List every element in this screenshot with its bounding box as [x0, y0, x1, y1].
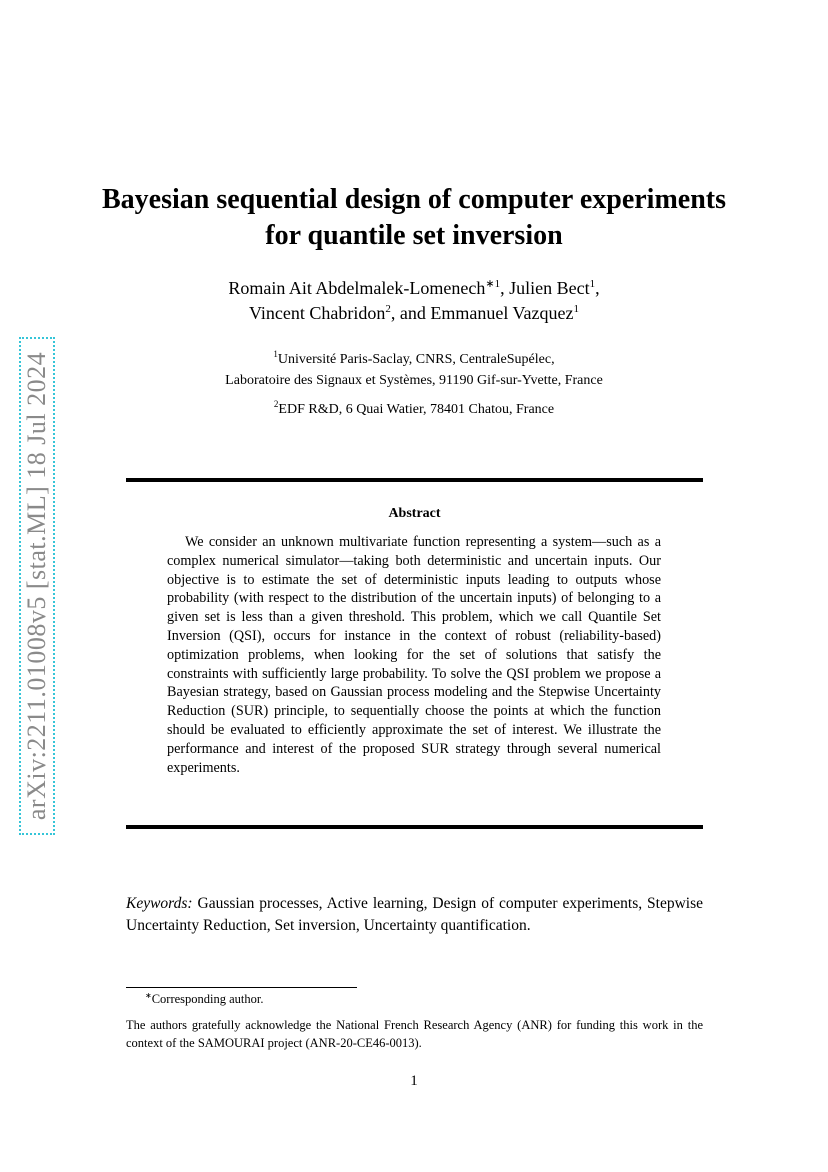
author-separator: ,: [595, 278, 600, 298]
arxiv-stamp: [19, 337, 55, 835]
author-mark: 2: [385, 303, 391, 315]
keywords-label: Keywords:: [126, 895, 193, 912]
arxiv-id: arXiv:2211.01008v5 [stat.ML] 18 Jul 2024: [22, 351, 51, 821]
author-name: Romain Ait Abdelmalek-Lomenech: [228, 278, 486, 298]
footnote-mark: ∗: [145, 991, 152, 1000]
affiliation-line: Laboratoire des Signaux et Systèmes, 91190 Gif-sur-Yvette, France: [225, 373, 603, 388]
affiliation-1: [130, 349, 698, 391]
keywords-text: Gaussian processes, Active learning, Design of computer experiments, Stepwise Uncertainty Reduction, Set inversion, Uncertainty quantification.: [126, 895, 704, 934]
author-separator: ,: [500, 278, 510, 298]
abstract-top-rule: [126, 478, 703, 482]
abstract-bottom-rule: [126, 825, 703, 829]
author-mark: 1: [573, 303, 579, 315]
affiliation-mark: 2: [273, 399, 279, 409]
footnote-corresponding: [145, 991, 264, 1008]
author-mark: 1: [589, 278, 596, 290]
footnote-corresponding-text: Corresponding author.: [151, 992, 264, 1006]
author-name: Julien Bect: [509, 278, 590, 298]
page-number: 1: [410, 1073, 418, 1089]
footnote-funding: The authors gratefully acknowledge the National French Research Agency (ANR) for funding this work in the context of the SAMOURAI project (ANR-20-CE46-0013).: [126, 1018, 703, 1050]
affiliation-2: [130, 399, 698, 420]
affiliation-mark: 1: [273, 349, 278, 359]
affiliation-line: EDF R&D, 6 Quai Watier, 78401 Chatou, France: [278, 402, 555, 417]
author-mark: ∗1: [485, 278, 501, 290]
footnote-rule: [126, 987, 357, 988]
author-list: [130, 276, 698, 326]
affiliation-line: Université Paris-Saclay, CNRS, CentraleSupélec,: [277, 352, 555, 367]
author-name: Vincent Chabridon: [248, 303, 386, 323]
keywords: [126, 893, 703, 937]
paper-title: Bayesian sequential design of computer experiments for quantile set inversion: [101, 184, 727, 251]
abstract-heading: Abstract: [388, 506, 441, 521]
author-separator: , and: [390, 303, 431, 323]
author-name: Emmanuel Vazquez: [430, 303, 574, 323]
abstract-text: We consider an unknown multivariate function representing a system—such as a complex numerical simulator—taking both deterministic and uncertain inputs. Our objective is to estimate the set of deterministic inputs leading to outputs whose probability (with respect to the distribution of the uncertain inputs) of belonging to a given set is less than a given threshold. This problem, which we call Quantile Set Inversion (QSI), occurs for instance in the context of robust (reliability-based) optimization problems, when looking for the set of solutions that satisfy the constraints with sufficiently large probability. To solve the QSI problem we propose a Bayesian strategy, based on Gaussian process modeling and the Stepwise Uncertainty Reduction (SUR) principle, to sequentially choose the points at which the function should be evaluated to efficiently approximate the set of interest. We illustrate the performance and interest of the proposed SUR strategy through several numerical experiments.: [167, 534, 661, 776]
